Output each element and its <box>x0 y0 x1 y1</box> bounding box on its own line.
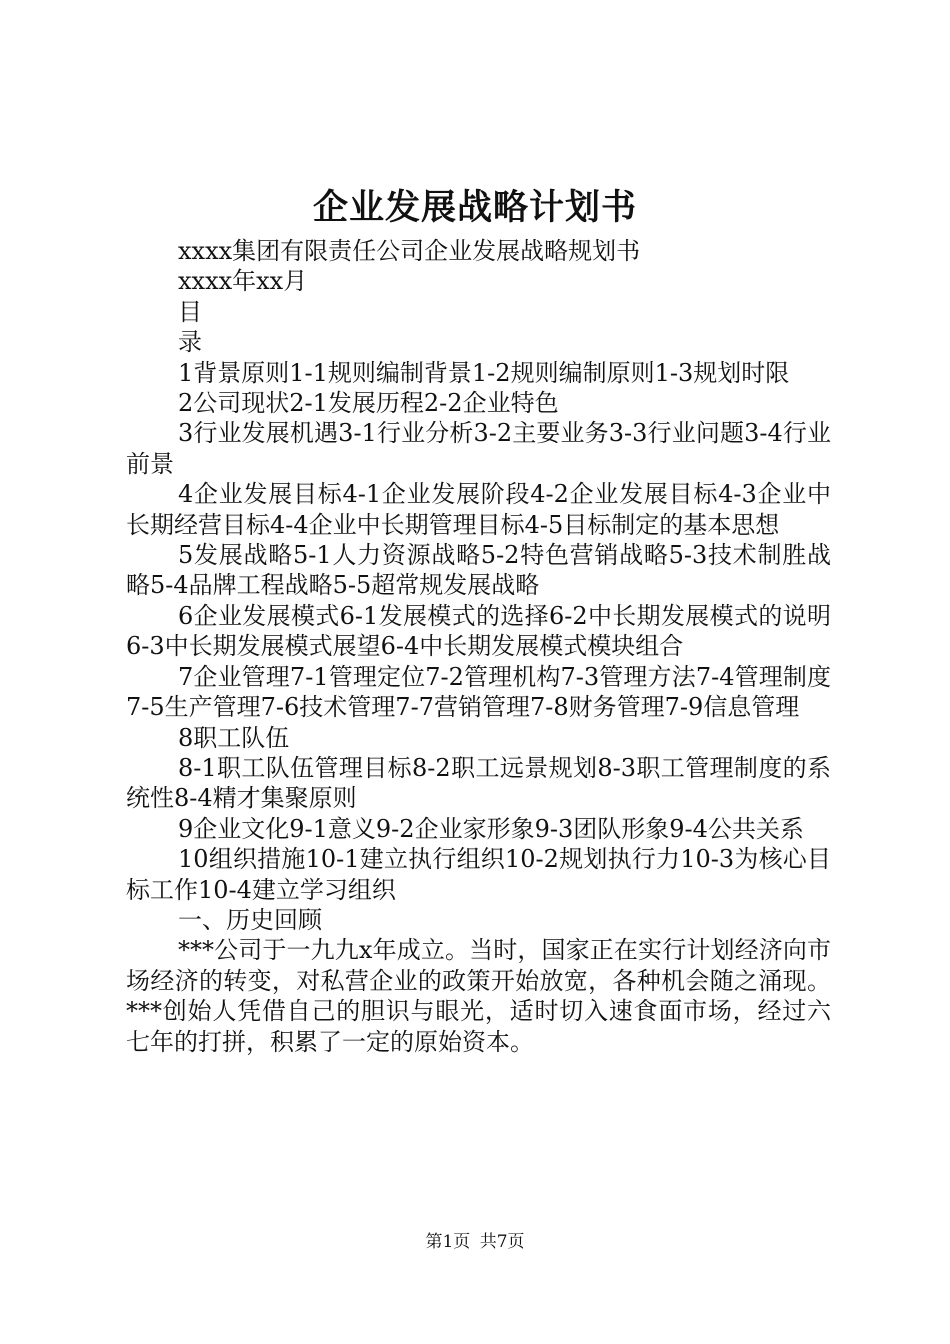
page-footer <box>0 1230 950 1254</box>
paragraph-subtitle: xxxx集团有限责任公司企业发展战略规划书 <box>178 237 641 265</box>
paragraph-toc-heading-2: 录 <box>178 328 202 357</box>
paragraph-toc-heading-1: 目 <box>178 297 202 326</box>
paragraph-date: xxxx年xx月 <box>178 267 308 296</box>
body-paragraph: ***公司于一九九x年成立。当时，国家正在实行计划经济向市场经济的转变，对私营企业的政策开始放宽，各种机会随之涌现。***创始人凭借自己的胆识与眼光，适时切入速食面市场，经过六七年的打拼，积累了一定的原始资本。 <box>126 936 831 1056</box>
page-total: 共7页 <box>479 1232 525 1252</box>
toc-item: 10组织措施10-1建立执行组织10-2规划执行力10-3为核心目标工作10-4建立学习组织 <box>126 845 831 904</box>
toc-item: 7企业管理7-1管理定位7-2管理机构7-3管理方法7-4管理制度7-5生产管理7-6技术管理7-7营销管理7-8财务管理7-9信息管理 <box>126 662 831 722</box>
toc-item: 9企业文化9-1意义9-2企业家形象9-3团队形象9-4公共关系 <box>178 814 804 843</box>
document-title: 企业发展战略计划书 <box>312 187 637 228</box>
section-heading: 一、历史回顾 <box>178 905 322 934</box>
toc-item: 5发展战略5-1人力资源战略5-2特色营销战略5-3技术制胜战略5-4品牌工程战略5-5超常规发展战略 <box>126 541 831 600</box>
toc-item: 8-1职工队伍管理目标8-2职工远景规划8-3职工管理制度的系统性8-4精才集聚原则 <box>126 753 831 813</box>
toc-item: 8职工队伍 <box>178 723 290 752</box>
document-body <box>126 236 831 1057</box>
page-number: 第1页 <box>425 1232 471 1252</box>
toc-item: 4企业发展目标4-1企业发展阶段4-2企业发展目标4-3企业中长期经营目标4-4企业中长期管理目标4-5目标制定的基本思想 <box>126 480 831 539</box>
toc-item: 3行业发展机遇3-1行业分析3-2主要业务3-3行业问题3-4行业前景 <box>126 419 831 478</box>
toc-item: 2公司现状2-1发展历程2-2企业特色 <box>178 389 559 418</box>
toc-item: 1背景原则1-1规则编制背景1-2规则编制原则1-3规划时限 <box>178 358 790 387</box>
toc-item: 6企业发展模式6-1发展模式的选择6-2中长期发展模式的说明6-3中长期发展模式展望6-4中长期发展模式模块组合 <box>126 601 831 661</box>
